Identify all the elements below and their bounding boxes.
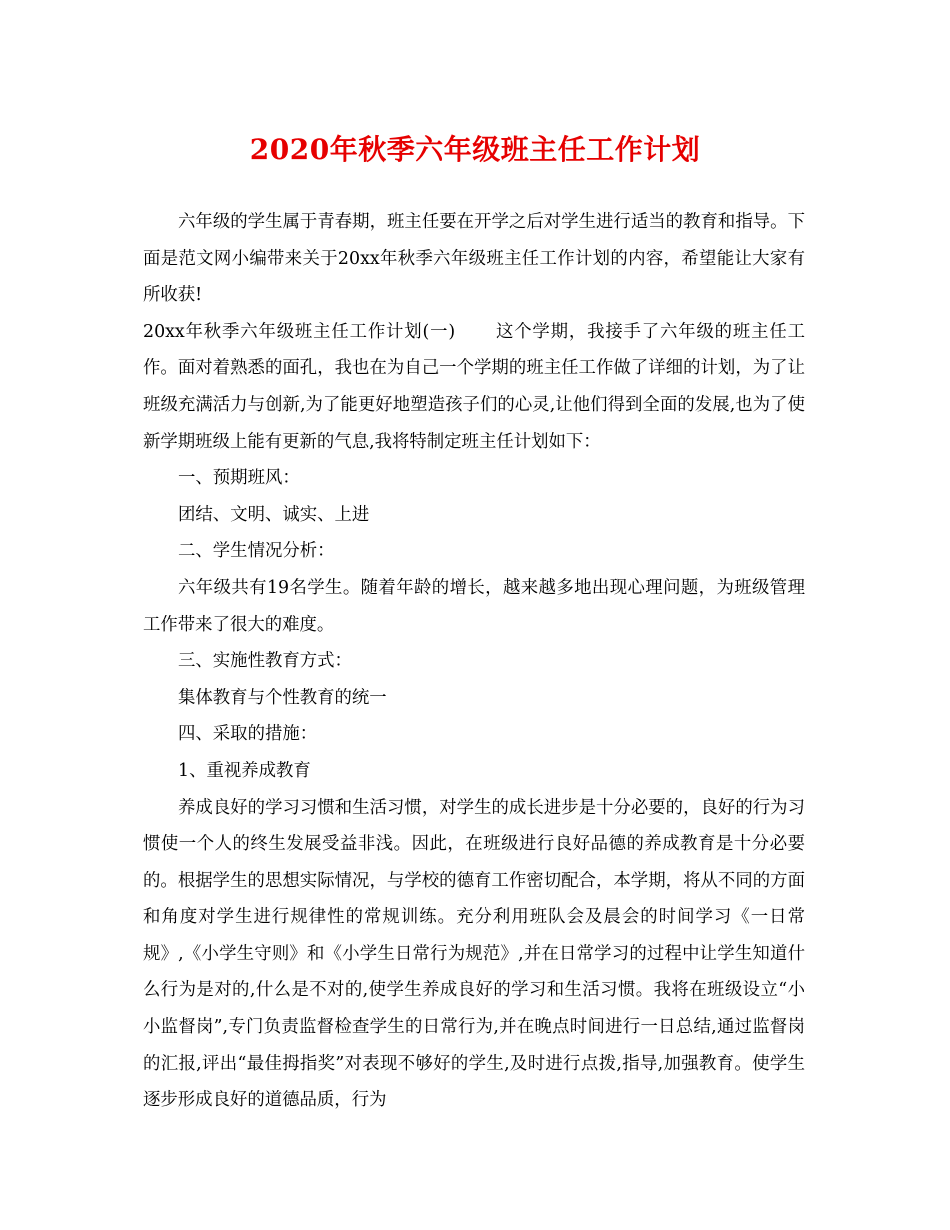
- education-method-text: 集体教育与个性教育的统一: [178, 687, 387, 708]
- heading-class-style: 一、预期班风：: [178, 468, 300, 489]
- heading-education-method: 三、实施性教育方式：: [178, 651, 352, 672]
- heading-measures: 四、采取的措施：: [178, 724, 318, 745]
- habit-education-text: 养成良好的学习习惯和生活习惯，对学生的成长进步是十分必要的，良好的行为习惯使一个人的终生发展受益非浅。因此，在班级进行良好品德的养成教育是十分必要的。根据学生的思想实际情况，与学校的德育工作密切配合，本学期，将从不同的方面和角度对学生进行规律性的常规训练。充分利用班队会及晨会的时间学习《一日常规》,《小学生守则》和《小学生日常行为规范》,并在日常学习的过程中让学生知道什么行为是对的,什么是不对的,使学生养成良好的学习和生活习惯。我将在班级设立“小小监督岗”,专门负责监督检查学生的日常行为,并在晚点时间进行一日总结,通过监督岗的汇报,评出“最佳拇指奖”对表现不够好的学生,及时进行点拨,指导,加强教育。使学生逐步形成良好的道德品质，行为: [143, 797, 805, 1111]
- class-style-text: 团结、文明、诚实、上进: [178, 504, 370, 525]
- document-title: 2020年秋季六年级班主任工作计划: [249, 133, 701, 166]
- student-analysis-text: 六年级共有19名学生。随着年龄的增长，越来越多地出现心理问题，为班级管理工作带来了很大的难度。: [143, 577, 805, 635]
- section-heading-paragraph: [143, 314, 805, 460]
- heading-student-analysis: 二、学生情况分析：: [178, 541, 335, 562]
- subheading-habit-education: 1、重视养成教育: [178, 760, 311, 781]
- section-heading: 20xx年秋季六年级班主任工作计划(一): [143, 321, 456, 342]
- intro-paragraph: 六年级的学生属于青春期，班主任要在开学之后对学生进行适当的教育和指导。下面是范文网小编带来关于20xx年秋季六年级班主任工作计划的内容，希望能让大家有所收获!: [143, 212, 805, 306]
- document-body: [143, 204, 805, 1119]
- section-lead: 这个学期，我接手了六年级的班主任工作。面对着熟悉的面孔，我也在为自己一个学期的班主任工作做了详细的计划，为了让班级充满活力与创新,为了能更好地塑造孩子们的心灵,让他们得到全面的发展,也为了使新学期班级上能有更新的气息,我将特制定班主任计划如下：: [143, 321, 805, 452]
